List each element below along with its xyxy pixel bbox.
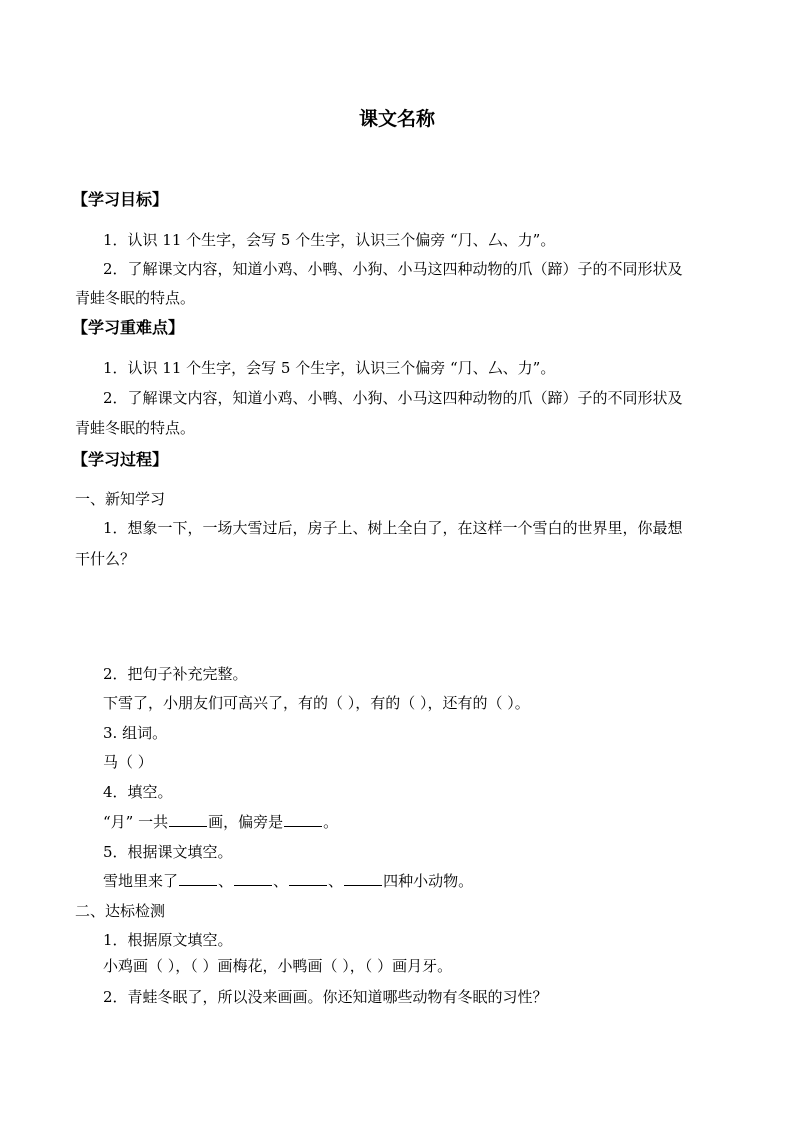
q4-text-c: 。	[323, 813, 339, 831]
key-points-heading: 【学习重难点】	[72, 318, 185, 337]
blank-radical[interactable]	[284, 812, 322, 827]
blank-animal-1[interactable]	[179, 871, 217, 886]
process-heading: 【学习过程】	[72, 450, 169, 469]
q5-sep-1: 、	[218, 872, 234, 890]
blank-animal-2[interactable]	[234, 871, 272, 886]
part2-q2: 2．青蛙冬眠了，所以没来画画。你还知道哪些动物有冬眠的习性？	[103, 988, 548, 1006]
key-point-item-2-line-1: 2．了解课文内容，知道小鸡、小鸭、小狗、小马这四种动物的爪（蹄）子的不同形状及	[103, 389, 683, 407]
part1-q3: 3. 组词。	[103, 724, 168, 742]
part2-q1: 1．根据原文填空。	[103, 931, 233, 949]
q5-sep-3: 、	[328, 872, 344, 890]
part1-q2-text: 下雪了，小朋友们可高兴了，有的（ ），有的（ ），还有的（ ）。	[103, 694, 530, 712]
part1-q1-line-1: 1．想象一下，一场大雪过后，房子上、树上全白了，在这样一个雪白的世界里，你最想	[103, 519, 683, 537]
part1-q2: 2．把句子补充完整。	[103, 665, 248, 683]
blank-animal-3[interactable]	[289, 871, 327, 886]
part1-q5: 5．根据课文填空。	[103, 843, 233, 861]
q5-text-a: 雪地里来了	[103, 872, 179, 890]
part1-q3-text: 马（ ）	[103, 753, 153, 771]
part1-q4: 4．填空。	[103, 783, 173, 801]
q4-text-b: 画，偏旁是	[208, 813, 284, 831]
q5-text-end: 四种小动物。	[383, 872, 474, 890]
page-title: 课文名称	[358, 108, 435, 130]
part1-heading: 一、新知学习	[75, 490, 166, 508]
key-point-item-2-line-2: 青蛙冬眠的特点。	[75, 419, 196, 437]
part1-q5-text	[103, 871, 753, 891]
objective-item-2-line-1: 2．了解课文内容，知道小鸡、小鸭、小狗、小马这四种动物的爪（蹄）子的不同形状及	[103, 260, 683, 278]
key-point-item-1: 1．认识 11 个生字，会写 5 个生字，认识三个偏旁 “⺆、厶、力”。	[103, 359, 556, 377]
part2-q1-text: 小鸡画（ ），（ ）画梅花，小鸭画（ ），（ ）画月牙。	[103, 957, 453, 975]
q5-sep-2: 、	[273, 872, 289, 890]
part2-heading: 二、达标检测	[75, 902, 166, 920]
objective-item-2-line-2: 青蛙冬眠的特点。	[75, 289, 196, 307]
blank-animal-4[interactable]	[344, 871, 382, 886]
part1-q4-text	[103, 812, 753, 832]
blank-stroke-count[interactable]	[169, 812, 207, 827]
q4-text-a: “月” 一共	[103, 813, 169, 831]
objectives-heading: 【学习目标】	[72, 190, 169, 209]
part1-q1-line-2: 干什么？	[75, 550, 136, 568]
objective-item-1: 1．认识 11 个生字，会写 5 个生字，认识三个偏旁 “⺆、厶、力”。	[103, 231, 556, 249]
